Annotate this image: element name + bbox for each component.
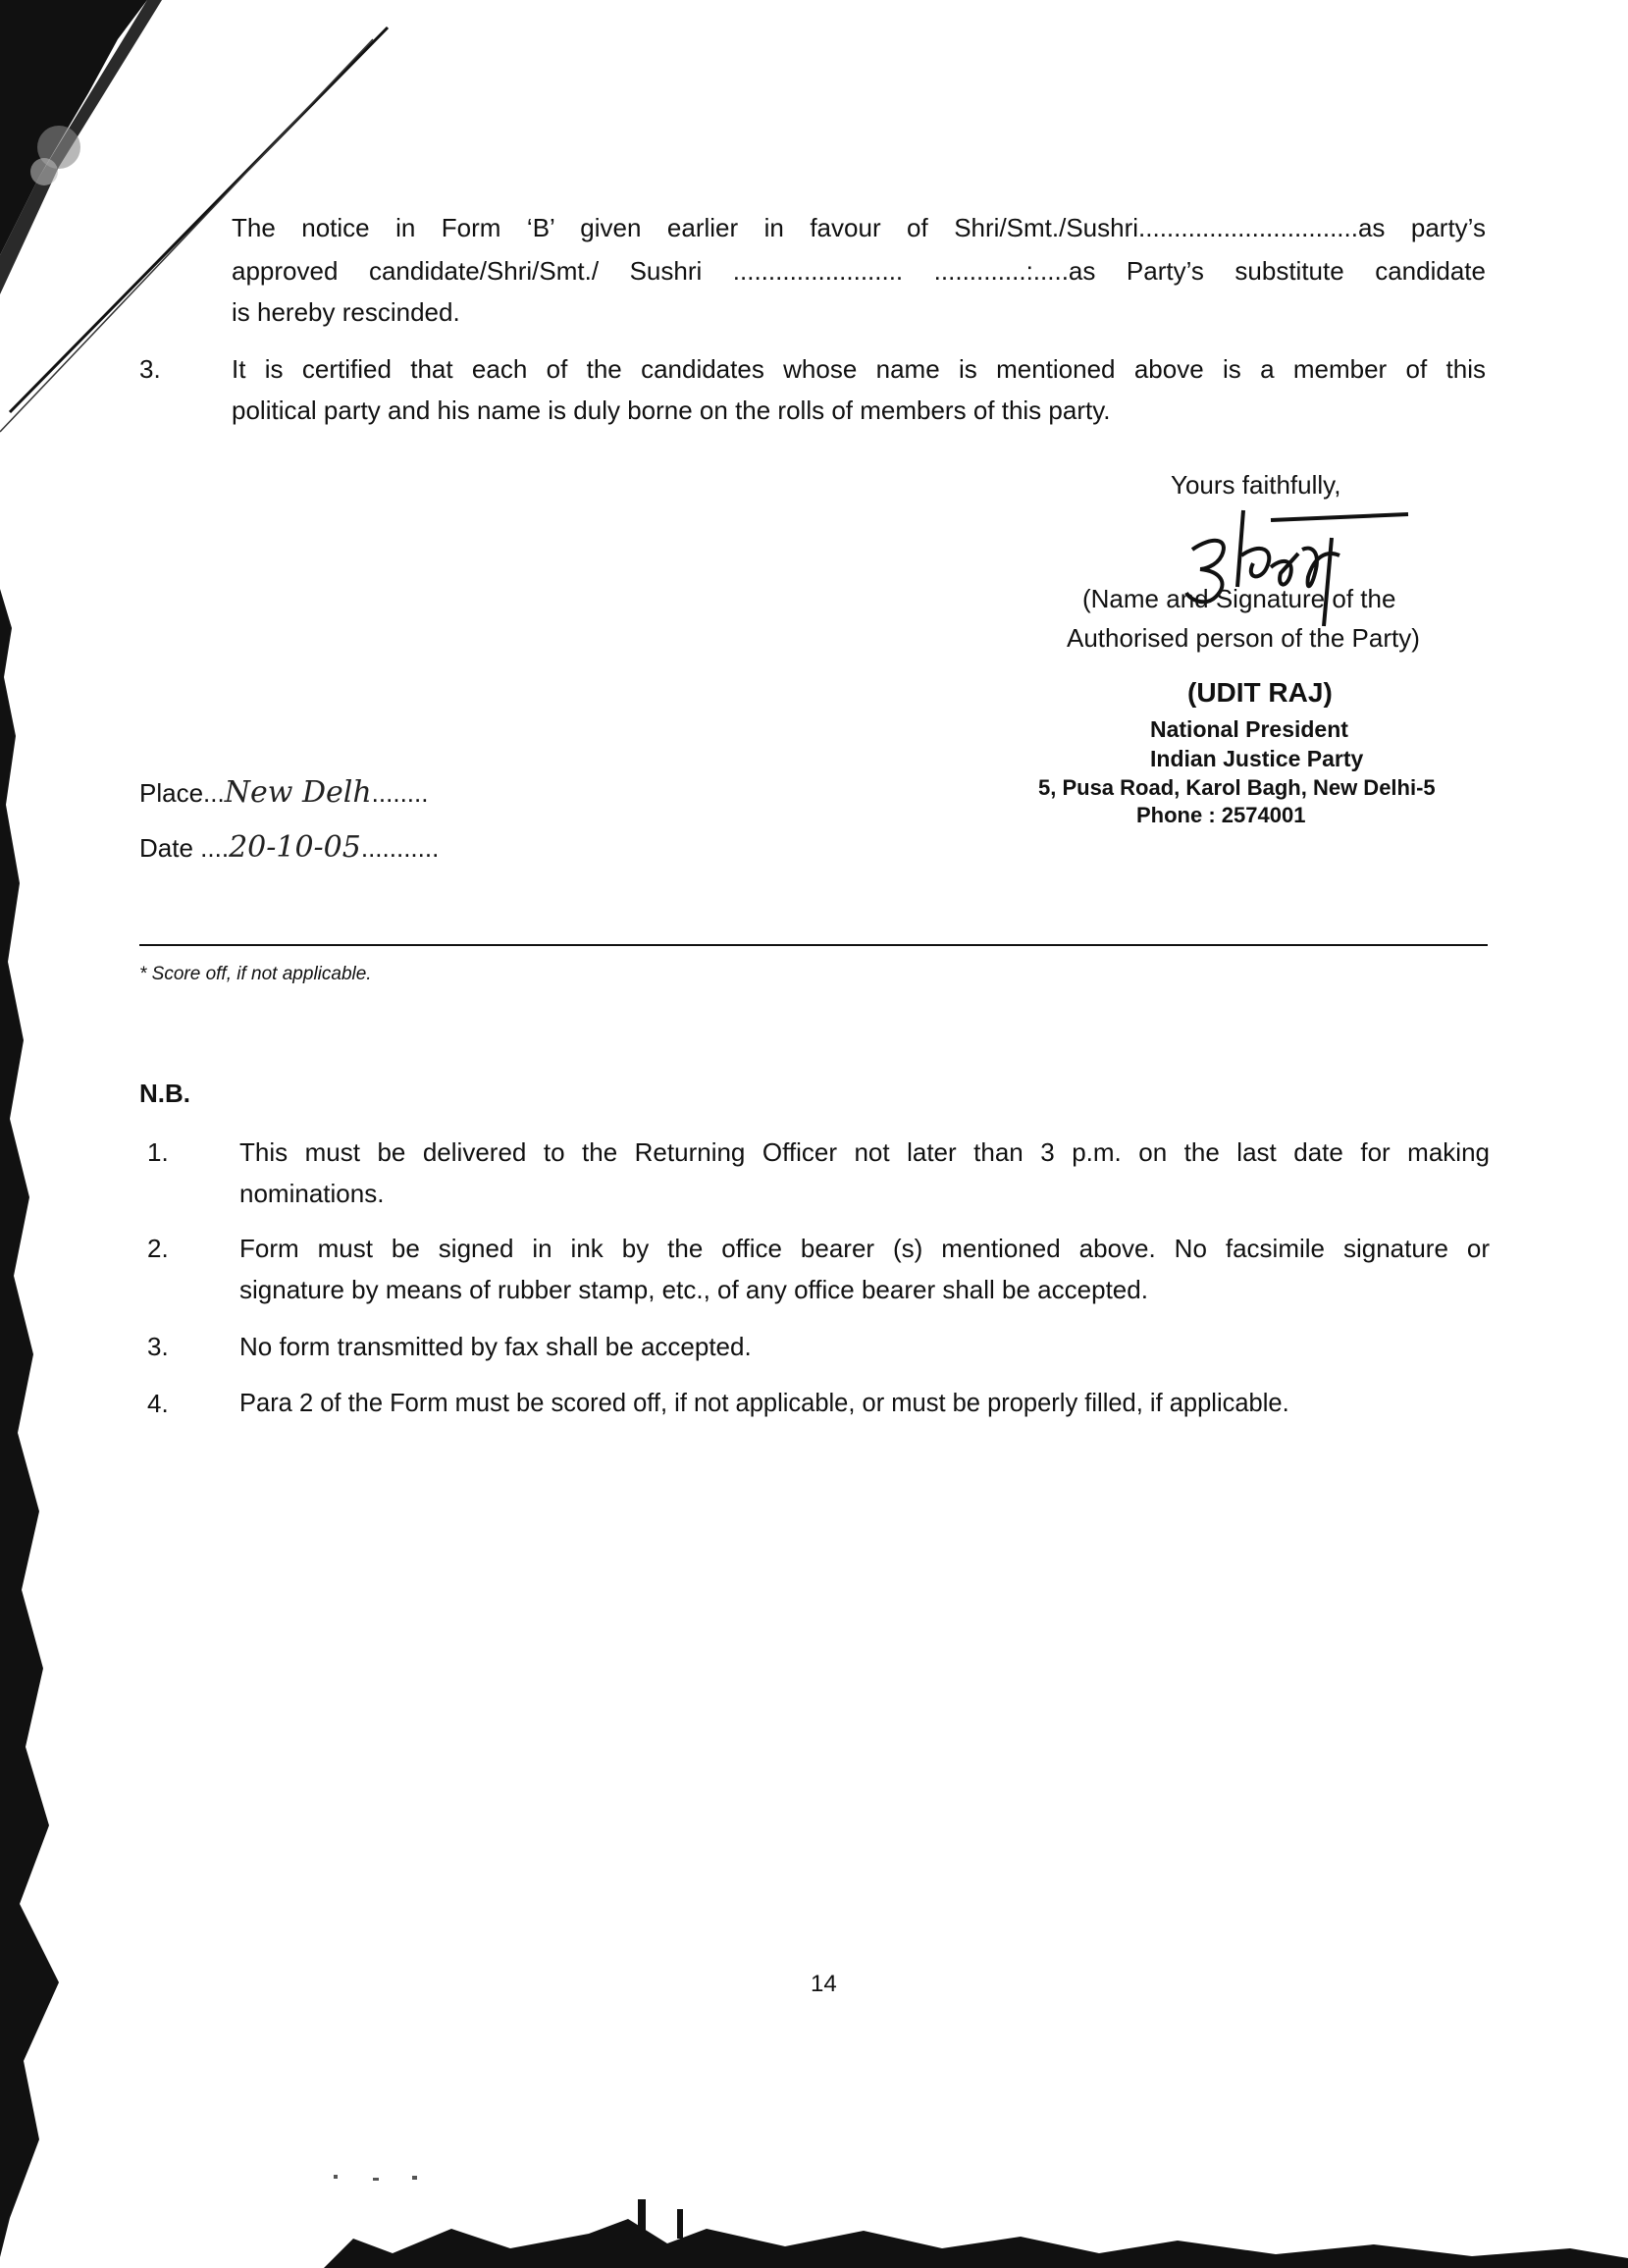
date-dots-before: .... bbox=[200, 833, 230, 863]
nb-item-1-line-1: This must be delivered to the Returning Officer not later than 3 p.m. on the last date for making bbox=[239, 1137, 1490, 1167]
nb-item-3-number: 3. bbox=[147, 1332, 169, 1361]
left-edge-scan-noise bbox=[0, 589, 88, 2257]
place-field bbox=[139, 773, 428, 813]
rescind-line-2: approved candidate/Shri/Smt./ Sushri ........................ .............:.....as Party’s substitute candidate bbox=[232, 256, 1486, 286]
footnote: * Score off, if not applicable. bbox=[139, 964, 372, 984]
page-number: 14 bbox=[811, 1971, 837, 1997]
bottom-edge-scan-noise bbox=[0, 2160, 1628, 2268]
salutation: Yours faithfully, bbox=[1171, 470, 1341, 500]
stamp-name: (UDIT RAJ) bbox=[1187, 677, 1333, 708]
nb-item-2-number: 2. bbox=[147, 1234, 169, 1263]
nb-heading: N.B. bbox=[139, 1079, 190, 1108]
rescind-line-1: The notice in Form ‘B’ given earlier in favour of Shri/Smt./Sushri...............................as party’s bbox=[232, 213, 1486, 242]
item-3-line-1: It is certified that each of the candidates whose name is mentioned above is a member of this bbox=[232, 354, 1486, 384]
nb-item-2-line-2: signature by means of rubber stamp, etc., of any office bearer shall be accepted. bbox=[239, 1275, 1148, 1304]
date-field bbox=[139, 828, 439, 868]
signature-caption-line-2: Authorised person of the Party) bbox=[1067, 623, 1420, 653]
nb-item-3-line-1: No form transmitted by fax shall be accepted. bbox=[239, 1332, 752, 1361]
stamp-address: 5, Pusa Road, Karol Bagh, New Delhi-5 bbox=[1038, 775, 1436, 800]
nb-item-1-number: 1. bbox=[147, 1137, 169, 1167]
nb-item-4-line-1: Para 2 of the Form must be scored off, if not applicable, or must be properly filled, if applicable. bbox=[239, 1390, 1289, 1417]
stamp-phone: Phone : 2574001 bbox=[1136, 803, 1306, 827]
item-3-number: 3. bbox=[139, 354, 161, 384]
place-dots-after: ........ bbox=[371, 778, 429, 808]
stamp-party: Indian Justice Party bbox=[1150, 746, 1364, 771]
place-value: New Delh bbox=[224, 775, 372, 810]
rescind-line-3: is hereby rescinded. bbox=[232, 297, 460, 327]
signature-caption-line-1: (Name and Signature of the bbox=[1082, 584, 1396, 613]
place-label: Place bbox=[139, 778, 204, 808]
nb-item-4-number: 4. bbox=[147, 1389, 169, 1418]
date-label: Date bbox=[139, 833, 193, 863]
date-dots-after: ........... bbox=[360, 833, 440, 863]
date-value: 20-10-05 bbox=[229, 830, 361, 865]
stamp-title: National President bbox=[1150, 716, 1348, 742]
nb-item-1-line-2: nominations. bbox=[239, 1179, 385, 1208]
item-3-line-2: political party and his name is duly borne on the rolls of members of this party. bbox=[232, 396, 1111, 425]
nb-item-2-line-1: Form must be signed in ink by the office bearer (s) mentioned above. No facsimile signature or bbox=[239, 1234, 1490, 1263]
horizontal-rule bbox=[139, 944, 1488, 946]
place-dots-before: ... bbox=[203, 778, 225, 808]
